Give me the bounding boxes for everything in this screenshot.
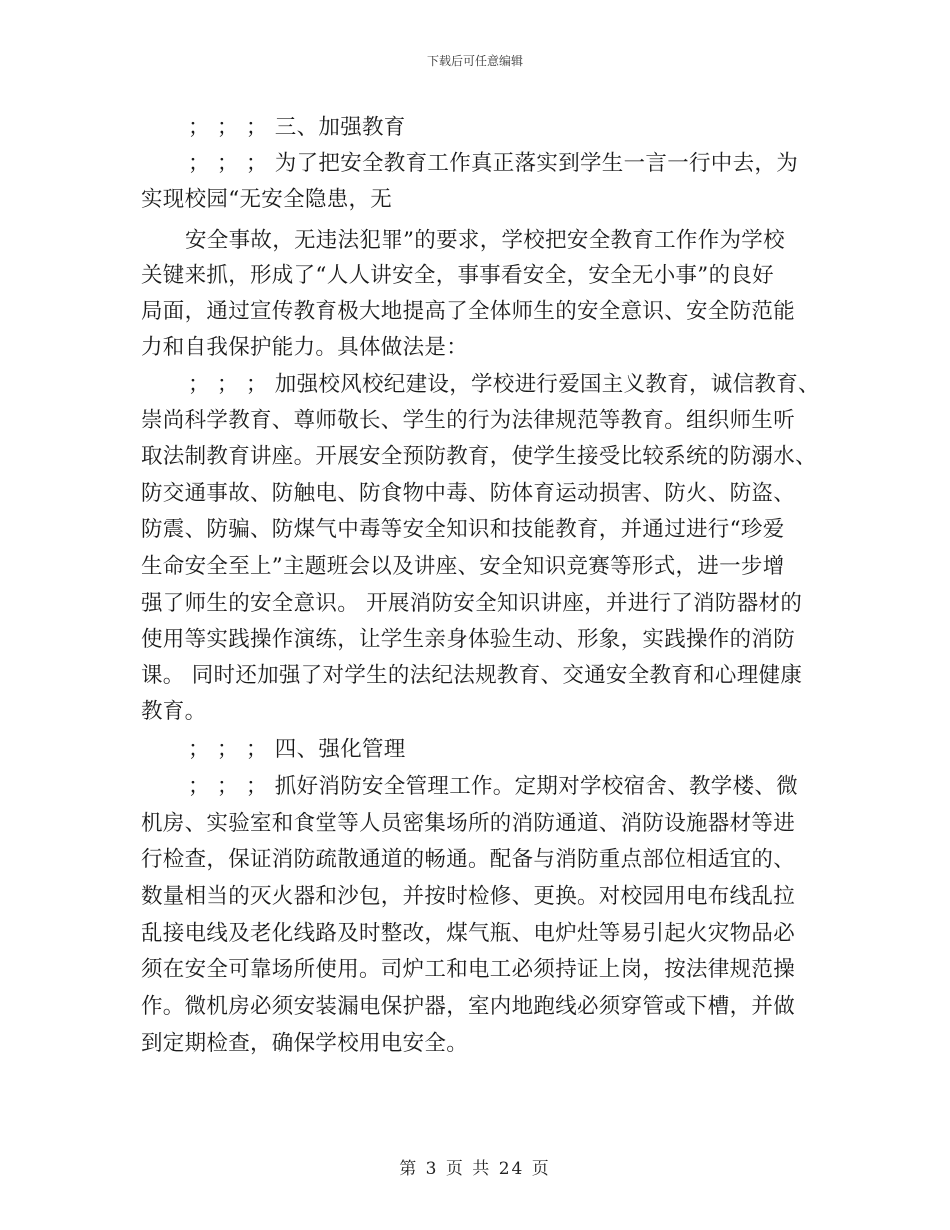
text-line: 到定期检查，确保学校用电安全。	[141, 1031, 469, 1056]
text-line: 使用等实践操作演练，让学生亲身体验生动、形象，实践操作的消防	[141, 627, 796, 652]
page-number: 第 3 页 共 24 页	[399, 1159, 551, 1179]
text-line: 力和自我保护能力。具体做法是：	[141, 335, 469, 360]
text-line: 须在安全可靠场所使用。司炉工和电工必须持证上岗，按法律规范操	[141, 957, 796, 982]
text-line: 课。 同时还加强了对学生的法纪法规教育、交通安全教育和心理健康	[141, 663, 803, 688]
text-line: 生命安全至上”主题班会以及讲座、安全知识竞赛等形式，进一步增	[141, 554, 785, 579]
text-line: 强了师生的安全意识。 开展消防安全知识讲座，并进行了消防器材的	[141, 591, 803, 616]
text-line: ； ； ； 四、强化管理	[188, 737, 406, 762]
text-line: 数量相当的灭火器和沙包，并按时检修、更换。对校园用电布线乱拉	[141, 884, 796, 909]
text-line: ； ； ； 三、加强教育	[188, 115, 406, 140]
text-line: 行检查，保证消防疏散通道的畅通。配备与消防重点部位相适宜的、	[141, 847, 796, 872]
text-line: 防震、防骗、防煤气中毒等安全知识和技能教育，并通过进行“珍爱	[141, 517, 785, 542]
text-line: 教育。	[141, 699, 207, 724]
text-line: ； ； ； 抓好消防安全管理工作。定期对学校宿舍、教学楼、微	[188, 774, 799, 799]
text-line: ； ； ； 为了把安全教育工作真正落实到学生一言一行中去，为	[188, 151, 799, 176]
text-line: 作。微机房必须安装漏电保护器，室内地跑线必须穿管或下槽，并做	[141, 994, 796, 1019]
text-line: 防交通事故、防触电、防食物中毒、防体育运动损害、防火、防盗、	[141, 481, 796, 506]
page-header: 下载后可任意编辑	[426, 54, 523, 68]
text-line: 安全事故，无违法犯罪”的要求，学校把安全教育工作作为学校	[185, 228, 785, 253]
text-line: 取法制教育讲座。开展安全预防教育，使学生接受比较系统的防溺水、	[141, 444, 817, 469]
text-line: 机房、实验室和食堂等人员密集场所的消防通道、消防设施器材等进	[141, 811, 796, 836]
text-line: ； ； ； 加强校风校纪建设，学校进行爱国主义教育，诚信教育、	[188, 372, 820, 397]
text-line: 关键来抓，形成了“人人讲安全，事事看安全，安全无小事”的良好	[141, 263, 774, 288]
text-line: 实现校园“无安全隐患，无	[141, 187, 393, 212]
text-line: 乱接电线及老化线路及时整改，煤气瓶、电炉灶等易引起火灾物品必	[141, 921, 796, 946]
text-line: 崇尚科学教育、尊师敬长、学生的行为法律规范等教育。组织师生听	[141, 408, 796, 433]
text-line: 局面，通过宣传教育极大地提高了全体师生的安全意识、安全防范能	[141, 299, 796, 324]
